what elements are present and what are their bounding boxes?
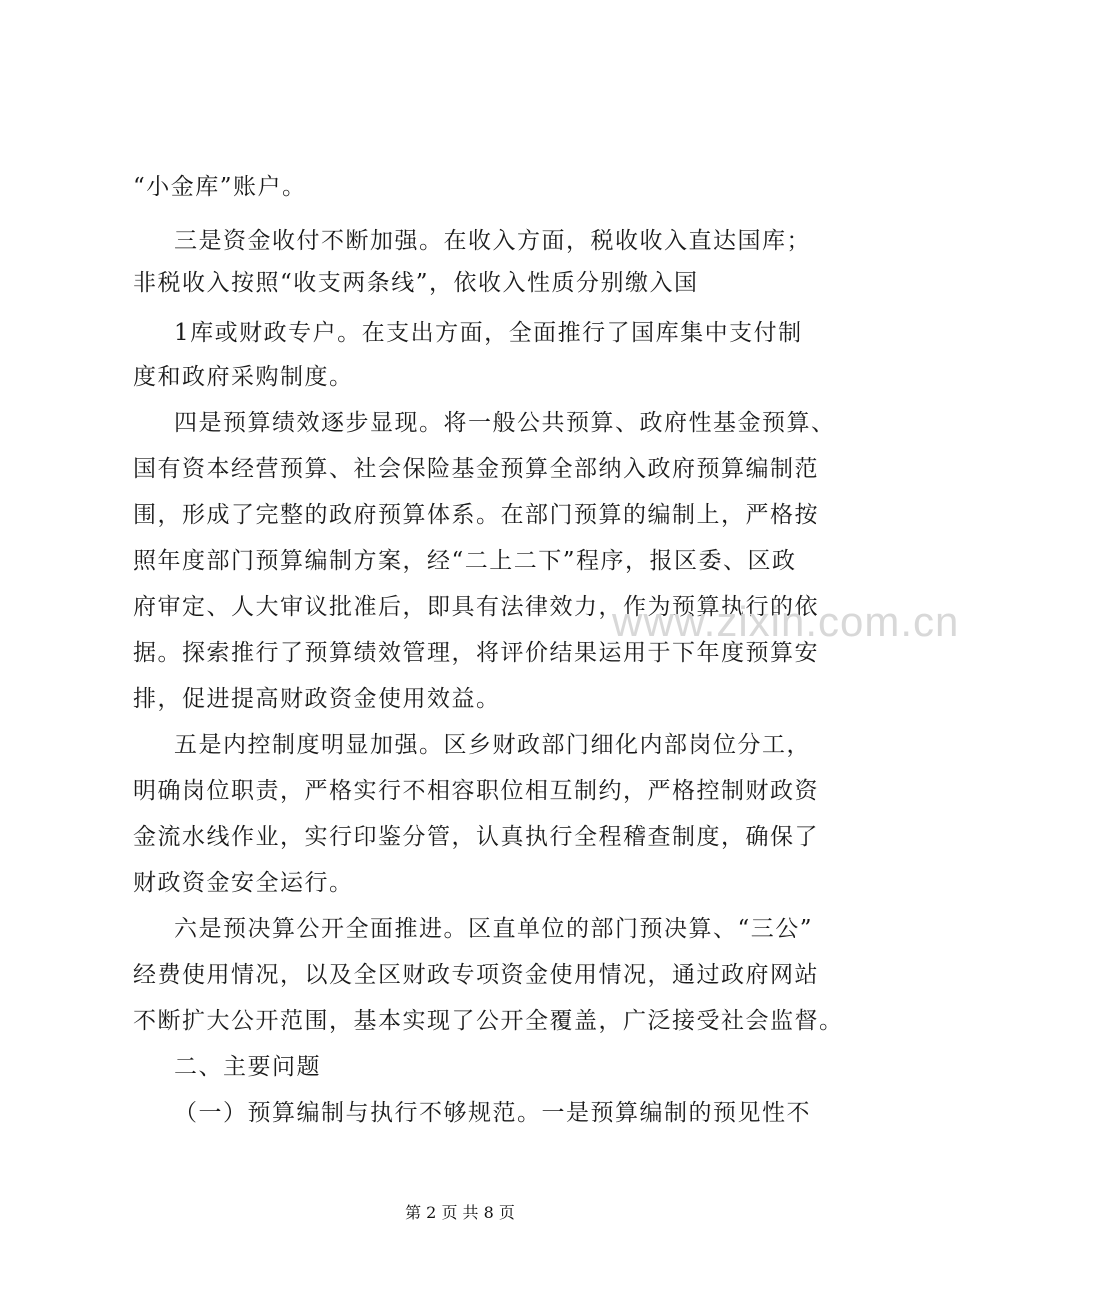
subsection-heading-line: （一）预算编制与执行不够规范。一是预算编制的预见性不: [174, 1100, 811, 1126]
text-line: 三是资金收付不断加强。在收入方面，税收收入直达国库；: [174, 228, 811, 254]
text-line: 金流水线作业，实行印鉴分管，认真执行全程稽查制度，确保了: [133, 824, 819, 850]
text-line: 六是预决算公开全面推进。区直单位的部门预决算、“三公”: [174, 916, 814, 942]
text-line: 度和政府采购制度。: [133, 364, 354, 390]
text-line: 国有资本经营预算、社会保险基金预算全部纳入政府预算编制范: [133, 456, 819, 482]
text-line: 据。探索推行了预算绩效管理，将评价结果运用于下年度预算安: [133, 640, 819, 666]
text-line: 五是内控制度明显加强。区乡财政部门细化内部岗位分工，: [174, 732, 811, 758]
text-line: 不断扩大公开范围，基本实现了公开全覆盖，广泛接受社会监督。: [133, 1008, 844, 1034]
text-line: 财政资金安全运行。: [133, 870, 354, 896]
section-heading: 二、主要问题: [174, 1054, 321, 1080]
text-line: 明确岗位职责，严格实行不相容职位相互制约，严格控制财政资: [133, 778, 819, 804]
text-line: 照年度部门预算编制方案，经“二上二下”程序，报区委、区政: [133, 548, 797, 574]
text-line: 非税收入按照“收支两条线”，依收入性质分别缴入国: [133, 270, 699, 296]
watermark: www.zixin.com.cn: [612, 598, 960, 645]
text-line: 府审定、人大审议批准后，即具有法律效力，作为预算执行的依: [133, 594, 819, 620]
text-line: 1库或财政专户。在支出方面，全面推行了国库集中支付制: [174, 320, 803, 346]
page-footer: 第 2 页 共 8 页: [405, 1203, 515, 1222]
text-line: 经费使用情况，以及全区财政专项资金使用情况，通过政府网站: [133, 962, 819, 988]
text-line: “小金库”账户。: [133, 174, 307, 200]
text-line: 排，促进提高财政资金使用效益。: [133, 686, 501, 712]
text-line: 四是预算绩效逐步显现。将一般公共预算、政府性基金预算、: [174, 410, 836, 436]
text-line: 围，形成了完整的政府预算体系。在部门预算的编制上，严格按: [133, 502, 819, 528]
